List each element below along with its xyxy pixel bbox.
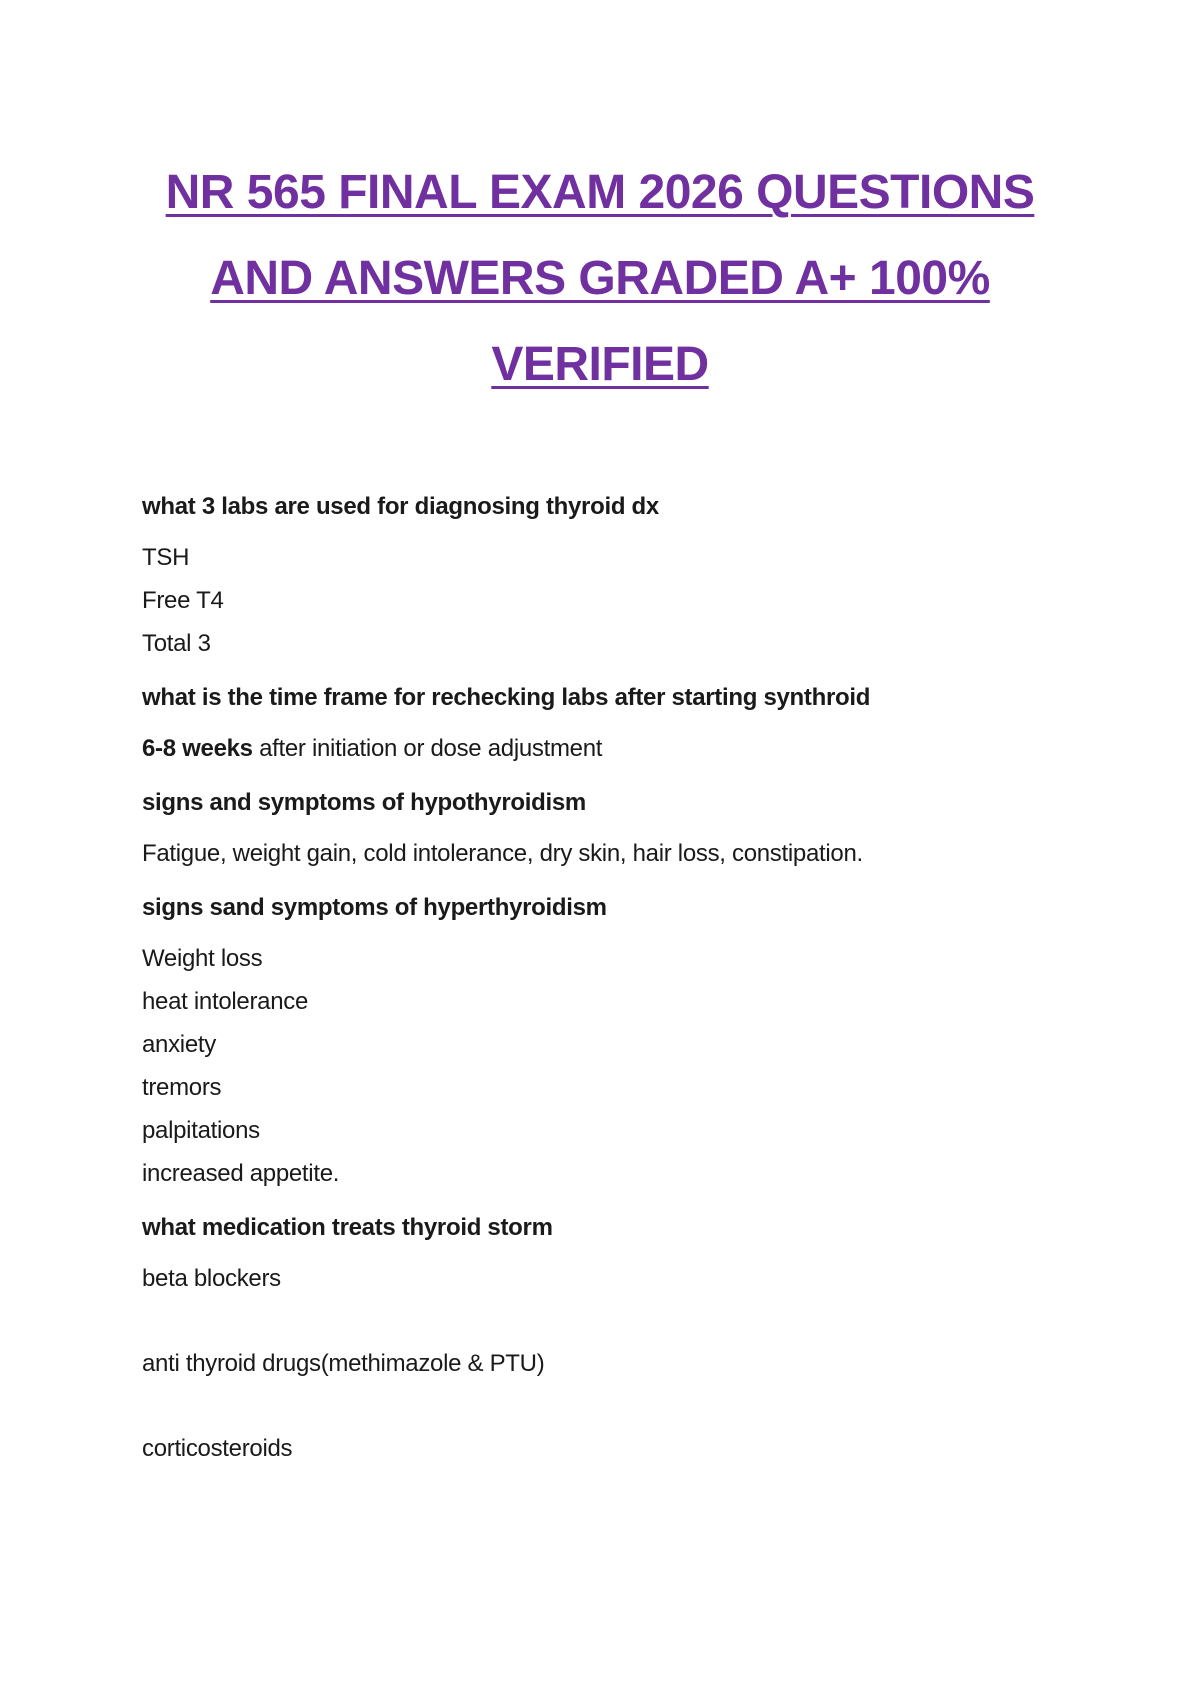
answer-4-line-6: increased appetite. [142, 1160, 340, 1187]
answer-3-line-1: Fatigue, weight gain, cold intolerance, dry skin, hair loss, constipation. [142, 840, 863, 867]
title-line-1: NR 565 FINAL EXAM 2026 QUESTIONS [165, 166, 1035, 219]
document-title [100, 150, 1100, 408]
question-4: signs sand symptoms of hyperthyroidism [142, 894, 607, 921]
answer-4 [142, 937, 1102, 1195]
qa-content [142, 492, 1102, 1470]
answer-5 [142, 1257, 1102, 1470]
answer-5-line-3: corticosteroids [142, 1435, 293, 1462]
title-line-2: AND ANSWERS GRADED A+ 100% [210, 252, 990, 305]
answer-2-line-1 [142, 727, 1102, 770]
answer-3 [142, 832, 1102, 875]
answer-2-bold: 6-8 weeks [142, 735, 253, 762]
answer-4-line-1: Weight loss [142, 945, 263, 972]
answer-5-line-1: beta blockers [142, 1265, 281, 1292]
answer-2 [142, 727, 1102, 770]
answer-4-line-4: tremors [142, 1074, 222, 1101]
answer-1-line-3: Total 3 [142, 630, 211, 657]
answer-1-line-2: Free T4 [142, 587, 224, 614]
question-1: what 3 labs are used for diagnosing thyroid dx [142, 493, 659, 520]
answer-4-line-5: palpitations [142, 1117, 260, 1144]
answer-4-line-3: anxiety [142, 1031, 216, 1058]
answer-2-rest: after initiation or dose adjustment [252, 735, 603, 762]
answer-1 [142, 536, 1102, 665]
answer-1-line-1: TSH [142, 544, 190, 571]
question-5: what medication treats thyroid storm [142, 1214, 553, 1241]
question-2: what is the time frame for rechecking labs after starting synthroid [142, 684, 871, 711]
answer-5-line-2: anti thyroid drugs(methimazole & PTU) [142, 1350, 545, 1377]
title-line-3: VERIFIED [491, 338, 709, 391]
answer-4-line-2: heat intolerance [142, 988, 308, 1015]
question-3: signs and symptoms of hypothyroidism [142, 789, 586, 816]
